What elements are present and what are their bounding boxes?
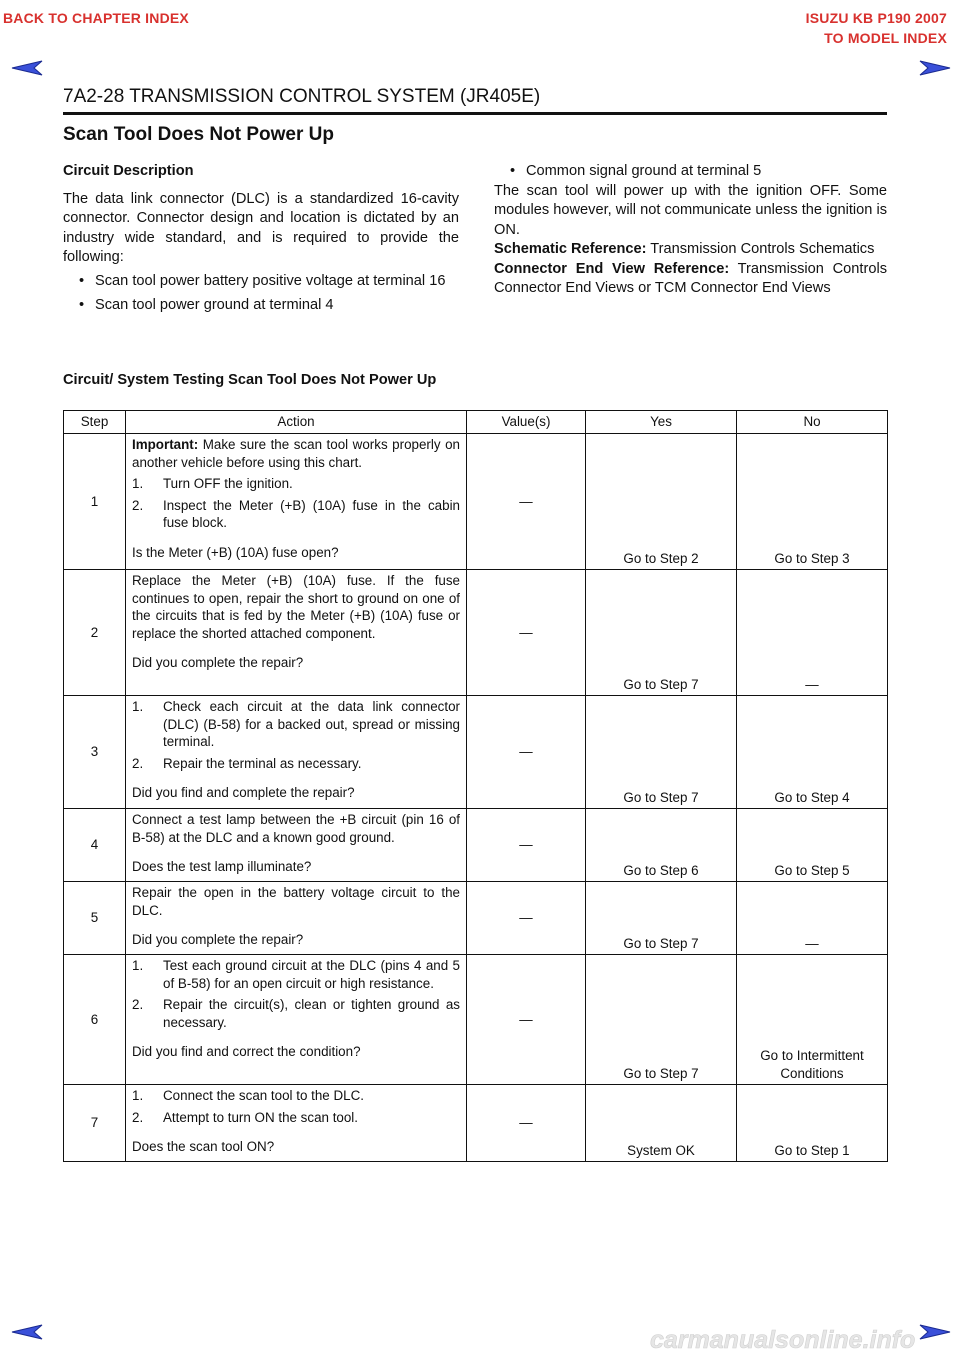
step-number: 7	[64, 1085, 126, 1162]
important-text: Make sure the scan tool works properly on another vehicle before using this chart.	[132, 437, 460, 470]
item-text: Repair the circuit(s), clean or tighten ground as necessary.	[163, 997, 460, 1030]
action-question: Does the test lamp illuminate?	[132, 859, 312, 874]
value-cell: —	[467, 1085, 586, 1162]
item-text: Test each ground circuit at the DLC (pins 4 and 5 of B-58) for an open circuit or high resistance.	[163, 958, 460, 991]
circuit-description-heading: Circuit Description	[63, 163, 194, 179]
no-cell: Go to Step 4	[737, 696, 888, 809]
item-number: 2.	[132, 1109, 144, 1125]
item-number: 2.	[132, 497, 144, 513]
item-text: Inspect the Meter (+B) (10A) fuse in the cabin fuse block.	[163, 497, 460, 530]
connector-reference-label: Connector End View Reference:	[494, 260, 730, 277]
yes-cell: Go to Step 6	[586, 809, 737, 882]
action-text: Connect a test lamp between the +B circuit (pin 16 of B-58) at the DLC and a known good ground.	[132, 812, 460, 845]
action-cell	[126, 696, 467, 809]
item-number: 1.	[132, 476, 144, 491]
item-number: 1.	[132, 958, 144, 973]
power-note: The scan tool will power up with the ignition OFF. Some modules however, will not communicate unless the ignition is ON.	[494, 182, 887, 238]
yes-cell: Go to Step 7	[586, 570, 737, 696]
previous-page-arrow-icon[interactable]	[10, 58, 44, 78]
action-question: Does the scan tool ON?	[132, 1139, 275, 1154]
header-rule	[63, 112, 887, 115]
schematic-reference-value: Transmission Controls Schematics	[650, 241, 875, 257]
action-text: Repair the open in the battery voltage circuit to the DLC.	[132, 885, 460, 918]
value-cell: —	[467, 570, 586, 696]
action-item	[132, 755, 460, 773]
step-number: 4	[64, 809, 126, 882]
svg-text:carmanualsonline.info: carmanualsonline.info	[650, 1326, 916, 1354]
next-page-arrow-icon[interactable]	[918, 58, 952, 78]
header-yes: Yes	[586, 411, 737, 434]
header-no: No	[737, 411, 888, 434]
important-note	[132, 436, 460, 471]
value-cell: —	[467, 955, 586, 1085]
item-number: 2.	[132, 755, 144, 771]
action-list	[132, 1087, 460, 1126]
action-cell	[126, 809, 467, 882]
header-action: Action	[126, 411, 467, 434]
table-title: Circuit/ System Testing Scan Tool Does Not Power Up	[63, 372, 437, 388]
step-number: 2	[64, 570, 126, 696]
no-cell: Go to Intermittent Conditions	[737, 955, 888, 1085]
next-page-bottom-arrow-icon[interactable]	[918, 1322, 952, 1342]
value-cell: —	[467, 809, 586, 882]
yes-cell: Go to Step 7	[586, 955, 737, 1085]
value-cell: —	[467, 882, 586, 955]
action-item	[132, 957, 460, 992]
item-number: 1.	[132, 699, 144, 714]
action-question: Did you find and correct the condition?	[132, 1044, 361, 1059]
item-number: 2.	[132, 997, 144, 1012]
no-cell: Go to Step 5	[737, 809, 888, 882]
connector-reference-value: Transmission Controls Connector End Views or TCM Connector End Views	[494, 260, 887, 296]
action-item	[132, 996, 460, 1031]
header-step: Step	[64, 411, 126, 434]
yes-cell: System OK	[586, 1085, 737, 1162]
value-cell: —	[467, 696, 586, 809]
action-question: Did you complete the repair?	[132, 932, 304, 947]
circuit-description-bullets-continued	[494, 162, 887, 182]
table-header-row	[64, 411, 888, 434]
item-text: Connect the scan tool to the DLC.	[163, 1088, 364, 1103]
item-number: 1.	[132, 1088, 144, 1103]
table-row	[64, 809, 888, 882]
important-label: Important:	[132, 437, 199, 452]
step-number: 1	[64, 434, 126, 570]
item-text: Repair the terminal as necessary.	[163, 755, 362, 771]
bullet-item: • Scan tool power battery positive voltage at terminal 16	[63, 272, 459, 292]
back-to-chapter-index-link[interactable]: BACK TO CHAPTER INDEX	[3, 10, 189, 26]
schematic-reference	[494, 240, 887, 260]
table-row	[64, 696, 888, 809]
action-cell	[126, 434, 467, 570]
action-item	[132, 475, 460, 493]
item-text: Check each circuit at the data link connector (DLC) (B-58) for a backed out, spread or missing terminal.	[163, 699, 460, 749]
page-header-title: 7A2-28 TRANSMISSION CONTROL SYSTEM (JR405E)	[63, 86, 541, 107]
action-list	[132, 698, 460, 772]
schematic-reference-label: Schematic Reference:	[494, 241, 647, 257]
value-cell: —	[467, 434, 586, 570]
diagnostic-steps-table	[63, 410, 888, 1162]
action-cell	[126, 570, 467, 696]
action-question: Is the Meter (+B) (10A) fuse open?	[132, 544, 339, 560]
item-text: Turn OFF the ignition.	[163, 476, 293, 491]
no-cell: Go to Step 1	[737, 1085, 888, 1162]
section-title: Scan Tool Does Not Power Up	[63, 124, 334, 145]
bullet-item: • Scan tool power ground at terminal 4	[63, 296, 459, 316]
header-values: Value(s)	[467, 411, 586, 434]
yes-cell: Go to Step 7	[586, 696, 737, 809]
table-row	[64, 1085, 888, 1162]
action-item	[132, 1109, 460, 1127]
step-number: 5	[64, 882, 126, 955]
action-item	[132, 698, 460, 751]
circuit-description-right-column	[494, 162, 887, 299]
model-name-link[interactable]: ISUZU KB P190 2007	[805, 10, 947, 26]
table-row	[64, 882, 888, 955]
action-question: Did you complete the repair?	[132, 655, 304, 670]
action-text: Replace the Meter (+B) (10A) fuse. If the fuse continues to open, repair the short to ground on one of the circuits that is fed by the Meter (+B) (10A) fuse or replace the shorted attached component.	[132, 573, 460, 641]
circuit-description-bullets	[63, 272, 459, 316]
item-text: Attempt to turn ON the scan tool.	[163, 1109, 359, 1125]
no-cell: Go to Step 3	[737, 434, 888, 570]
action-item	[132, 1087, 460, 1105]
previous-page-bottom-arrow-icon[interactable]	[10, 1322, 44, 1342]
action-list	[132, 957, 460, 1031]
bullet-item: • Common signal ground at terminal 5	[494, 162, 887, 182]
yes-cell: Go to Step 2	[586, 434, 737, 570]
table-row	[64, 570, 888, 696]
watermark-logo	[650, 1322, 920, 1356]
no-cell: —	[737, 882, 888, 955]
connector-end-view-reference	[494, 260, 887, 299]
action-question: Did you find and complete the repair?	[132, 785, 355, 800]
step-number: 6	[64, 955, 126, 1085]
yes-cell: Go to Step 7	[586, 882, 737, 955]
to-model-index-link[interactable]: TO MODEL INDEX	[824, 30, 947, 46]
table-row	[64, 955, 888, 1085]
table-row	[64, 434, 888, 570]
step-number: 3	[64, 696, 126, 809]
action-cell	[126, 955, 467, 1085]
circuit-description-left-column	[63, 162, 459, 321]
action-cell	[126, 882, 467, 955]
circuit-description-paragraph: The data link connector (DLC) is a standardized 16-cavity connector. Connector design and location is dictated by an industry wide standard, and is required to provide the following:	[63, 190, 459, 265]
no-cell: —	[737, 570, 888, 696]
action-list	[132, 475, 460, 532]
action-cell	[126, 1085, 467, 1162]
action-item	[132, 497, 460, 532]
